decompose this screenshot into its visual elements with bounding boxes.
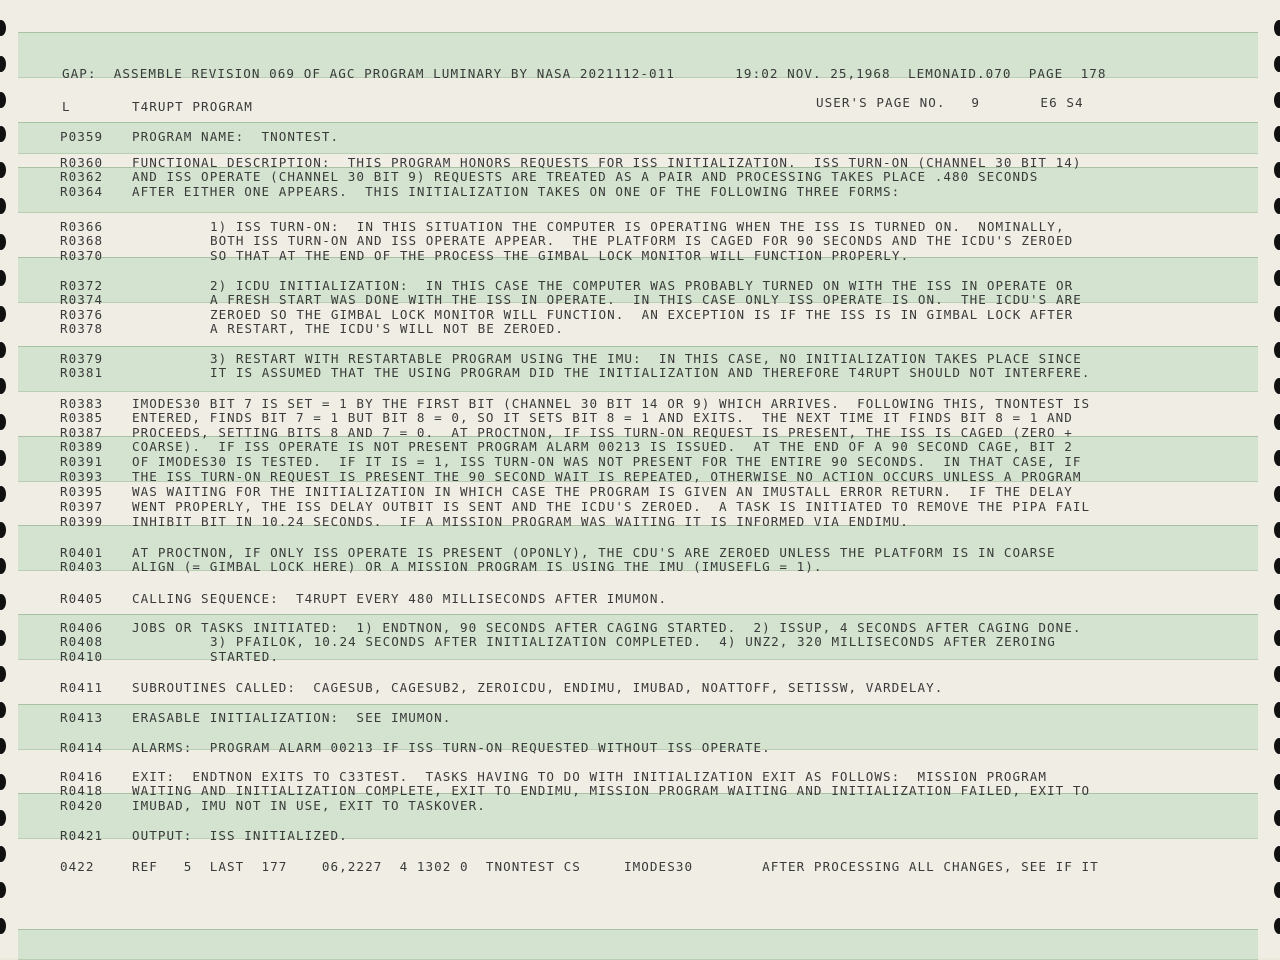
users-page-label: USER'S PAGE NO. 9 E6 S4 — [816, 95, 1084, 110]
line-number: R0387 — [60, 425, 104, 440]
feed-hole — [0, 198, 6, 214]
line-number: R0370 — [60, 248, 104, 263]
feed-hole — [1274, 666, 1280, 682]
line-text: 3) PFAILOK, 10.24 SECONDS AFTER INITIALIZATION COMPLETED. 4) UNZ2, 320 MILLISECONDS AFTER ZEROING — [210, 634, 1056, 649]
line-text: WAS WAITING FOR THE INITIALIZATION IN WHICH CASE THE PROGRAM IS GIVEN AN IMUSTALL ERROR RETURN. IF THE DELAY — [132, 484, 1073, 499]
feed-hole — [1274, 774, 1280, 790]
line-text: AND ISS OPERATE (CHANNEL 30 BIT 9) REQUESTS ARE TREATED AS A PAIR AND PROCESSING TAKES PLACE .480 SECONDS — [132, 169, 1039, 184]
feed-hole — [1274, 882, 1280, 898]
line-number: R0366 — [60, 219, 104, 234]
feed-hole — [0, 702, 6, 718]
line-number: R0383 — [60, 396, 104, 411]
line-text: CALLING SEQUENCE: T4RUPT EVERY 480 MILLISECONDS AFTER IMUMON. — [132, 591, 668, 606]
line-number: R0379 — [60, 351, 104, 366]
line-number: R0391 — [60, 454, 104, 469]
line-number: R0410 — [60, 649, 104, 664]
feed-hole — [0, 630, 6, 646]
feed-hole — [0, 20, 6, 36]
line-number: R0362 — [60, 169, 104, 184]
feed-hole — [1274, 162, 1280, 178]
line-text: 2) ICDU INITIALIZATION: IN THIS CASE THE COMPUTER WAS PROBABLY TURNED ON WITH THE ISS IN OPERATE OR — [210, 278, 1074, 293]
column-l-label: L — [62, 99, 71, 114]
line-text: FUNCTIONAL DESCRIPTION: THIS PROGRAM HONORS REQUESTS FOR ISS INITIALIZATION. ISS TURN-ON (CHANNEL 30 BIT 14) — [132, 155, 1082, 170]
line-text: SO THAT AT THE END OF THE PROCESS THE GIMBAL LOCK MONITOR WILL FUNCTION PROPERLY. — [210, 248, 910, 263]
line-number: 0422 — [60, 859, 95, 874]
line-number: R0372 — [60, 278, 104, 293]
line-number: R0414 — [60, 740, 104, 755]
feed-hole — [1274, 846, 1280, 862]
line-number: R0413 — [60, 710, 104, 725]
line-text: OUTPUT: ISS INITIALIZED. — [132, 828, 348, 843]
feed-hole — [1274, 630, 1280, 646]
feed-hole — [1274, 558, 1280, 574]
line-text: AFTER EITHER ONE APPEARS. THIS INITIALIZATION TAKES ON ONE OF THE FOLLOWING THREE FORMS: — [132, 184, 901, 199]
line-text: WENT PROPERLY, THE ISS DELAY OUTBIT IS SENT AND THE ICDU'S ZEROED. A TASK IS INITIATED TO REMOVE THE PIPA FAIL — [132, 499, 1091, 514]
line-number: R0374 — [60, 292, 104, 307]
feed-hole — [0, 666, 6, 682]
line-text: STARTED. — [210, 649, 280, 664]
line-number: R0405 — [60, 591, 104, 606]
line-number: R0389 — [60, 439, 104, 454]
feed-hole — [1274, 594, 1280, 610]
line-text: OF IMODES30 IS TESTED. IF IT IS = 1, ISS TURN-ON WAS NOT PRESENT FOR THE ENTIRE 90 SECONDS. IN THAT CASE, IF — [132, 454, 1082, 469]
line-number: R0381 — [60, 365, 104, 380]
feed-hole — [1274, 270, 1280, 286]
line-number: R0368 — [60, 233, 104, 248]
line-text: BOTH ISS TURN-ON AND ISS OPERATE APPEAR. THE PLATFORM IS CAGED FOR 90 SECONDS AND THE ICDU'S ZEROED — [210, 233, 1074, 248]
feed-hole — [0, 306, 6, 322]
line-number: R0416 — [60, 769, 104, 784]
line-number: R0420 — [60, 798, 104, 813]
feed-hole — [0, 92, 6, 108]
feed-hole — [0, 234, 6, 250]
feed-hole — [1274, 126, 1280, 142]
line-text: 1) ISS TURN-ON: IN THIS SITUATION THE COMPUTER IS OPERATING WHEN THE ISS IS TURNED ON. NOMINALLY, — [210, 219, 1065, 234]
line-number: R0395 — [60, 484, 104, 499]
line-text: IMODES30 BIT 7 IS SET = 1 BY THE FIRST BIT (CHANNEL 30 BIT 14 OR 9) WHICH ARRIVES. FOLLOWING THIS, TNONTEST IS — [132, 396, 1091, 411]
feed-hole — [0, 162, 6, 178]
green-band — [18, 929, 1258, 960]
line-number: R0393 — [60, 469, 104, 484]
line-number: R0408 — [60, 634, 104, 649]
feed-hole — [0, 846, 6, 862]
line-text: ENTERED, FINDS BIT 7 = 1 BUT BIT 8 = 0, SO IT SETS BIT 8 = 1 AND EXITS. THE NEXT TIME IT FINDS BIT 8 = 1 AND — [132, 410, 1073, 425]
feed-hole — [1274, 92, 1280, 108]
line-text: IT IS ASSUMED THAT THE USING PROGRAM DID THE INITIALIZATION AND THEREFORE T4RUPT SHOULD NOT INTERFERE. — [210, 365, 1091, 380]
feed-hole — [1274, 56, 1280, 72]
line-text: SUBROUTINES CALLED: CAGESUB, CAGESUB2, ZEROICDU, ENDIMU, IMUBAD, NOATTOFF, SETISSW, VARDELAY. — [132, 680, 944, 695]
line-text: INHIBIT BIT IN 10.24 SECONDS. IF A MISSION PROGRAM WAS WAITING IT IS INFORMED VIA ENDIMU. — [132, 514, 909, 529]
line-number: R0401 — [60, 545, 104, 560]
line-text: PROCEEDS, SETTING BITS 8 AND 7 = 0. AT PROCTNON, IF ISS TURN-ON REQUEST IS PRESENT, THE ISS IS CAGED (ZERO + — [132, 425, 1073, 440]
feed-hole — [1274, 450, 1280, 466]
line-text: JOBS OR TASKS INITIATED: 1) ENDTNON, 90 SECONDS AFTER CAGING STARTED. 2) ISSUP, 4 SECONDS AFTER CAGING DONE. — [132, 620, 1082, 635]
line-text: PROGRAM NAME: TNONTEST. — [132, 129, 340, 144]
feed-hole — [1274, 20, 1280, 36]
feed-hole — [0, 414, 6, 430]
line-text: COARSE). IF ISS OPERATE IS NOT PRESENT PROGRAM ALARM 00213 IS ISSUED. AT THE END OF A 90 SECOND CAGE, BIT 2 — [132, 439, 1073, 454]
feed-hole — [1274, 486, 1280, 502]
program-title: T4RUPT PROGRAM — [132, 99, 253, 114]
line-text: 3) RESTART WITH RESTARTABLE PROGRAM USING THE IMU: IN THIS CASE, NO INITIALIZATION TAKES PLACE SINCE — [210, 351, 1082, 366]
feed-hole — [1274, 522, 1280, 538]
feed-hole — [0, 342, 6, 358]
line-text: IMUBAD, IMU NOT IN USE, EXIT TO TASKOVER. — [132, 798, 486, 813]
feed-hole — [0, 450, 6, 466]
line-text: ALARMS: PROGRAM ALARM 00213 IF ISS TURN-ON REQUESTED WITHOUT ISS OPERATE. — [132, 740, 771, 755]
feed-hole — [1274, 342, 1280, 358]
feed-hole — [1274, 414, 1280, 430]
feed-hole — [0, 738, 6, 754]
feed-hole — [1274, 198, 1280, 214]
feed-hole — [1274, 810, 1280, 826]
line-number: R0403 — [60, 559, 104, 574]
line-text: THE ISS TURN-ON REQUEST IS PRESENT THE 90 SECOND WAIT IS REPEATED, OTHERWISE NO ACTION OCCURS UNLESS A PROGRAM — [132, 469, 1082, 484]
line-number: R0360 — [60, 155, 104, 170]
feed-hole — [0, 774, 6, 790]
line-number: R0418 — [60, 783, 104, 798]
feed-hole — [1274, 918, 1280, 934]
line-text: A FRESH START WAS DONE WITH THE ISS IN OPERATE. IN THIS CASE ONLY ISS OPERATE IS ON. THE ICDU'S ARE — [210, 292, 1082, 307]
line-number: R0364 — [60, 184, 104, 199]
line-number: R0385 — [60, 410, 104, 425]
line-text: ERASABLE INITIALIZATION: SEE IMUMON. — [132, 710, 452, 725]
line-number: R0397 — [60, 499, 104, 514]
feed-hole — [0, 486, 6, 502]
line-text: A RESTART, THE ICDU'S WILL NOT BE ZEROED. — [210, 321, 564, 336]
feed-hole — [1274, 738, 1280, 754]
line-text: WAITING AND INITIALIZATION COMPLETE, EXIT TO ENDIMU, MISSION PROGRAM WAITING AND INITIALIZATION FAILED, EXIT TO — [132, 783, 1091, 798]
feed-hole — [1274, 702, 1280, 718]
feed-hole — [0, 56, 6, 72]
feed-hole — [0, 270, 6, 286]
line-text: EXIT: ENDTNON EXITS TO C33TEST. TASKS HAVING TO DO WITH INITIALIZATION EXIT AS FOLLOWS: MISSION PROGRAM — [132, 769, 1047, 784]
feed-hole — [1274, 234, 1280, 250]
feed-hole — [1274, 378, 1280, 394]
feed-hole — [0, 378, 6, 394]
line-number: R0406 — [60, 620, 104, 635]
feed-hole — [0, 918, 6, 934]
line-text: REF 5 LAST 177 06,2227 4 1302 0 TNONTEST CS IMODES30 AFTER PROCESSING ALL CHANGES, SEE IF IT — [132, 859, 1099, 874]
feed-hole — [0, 126, 6, 142]
line-number: R0376 — [60, 307, 104, 322]
line-number: P0359 — [60, 129, 104, 144]
feed-hole — [0, 522, 6, 538]
line-text: ZEROED SO THE GIMBAL LOCK MONITOR WILL FUNCTION. AN EXCEPTION IS IF THE ISS IS IN GIMBAL LOCK AFTER — [210, 307, 1074, 322]
line-text: ALIGN (= GIMBAL LOCK HERE) OR A MISSION PROGRAM IS USING THE IMU (IMUSEFLG = 1). — [132, 559, 823, 574]
line-text: AT PROCTNON, IF ONLY ISS OPERATE IS PRESENT (OPONLY), THE CDU'S ARE ZEROED UNLESS THE PLATFORM IS IN COARSE — [132, 545, 1056, 560]
feed-hole — [0, 882, 6, 898]
line-number: R0399 — [60, 514, 104, 529]
feed-hole — [0, 594, 6, 610]
line-number: R0421 — [60, 828, 104, 843]
feed-hole — [1274, 306, 1280, 322]
line-number: R0378 — [60, 321, 104, 336]
line-number: R0411 — [60, 680, 104, 695]
listing-header: GAP: ASSEMBLE REVISION 069 OF AGC PROGRAM LUMINARY BY NASA 2021112-011 19:02 NOV. 25,1968 LEMONAID.070 PAGE 178 — [62, 66, 1107, 81]
feed-hole — [0, 558, 6, 574]
feed-hole — [0, 810, 6, 826]
